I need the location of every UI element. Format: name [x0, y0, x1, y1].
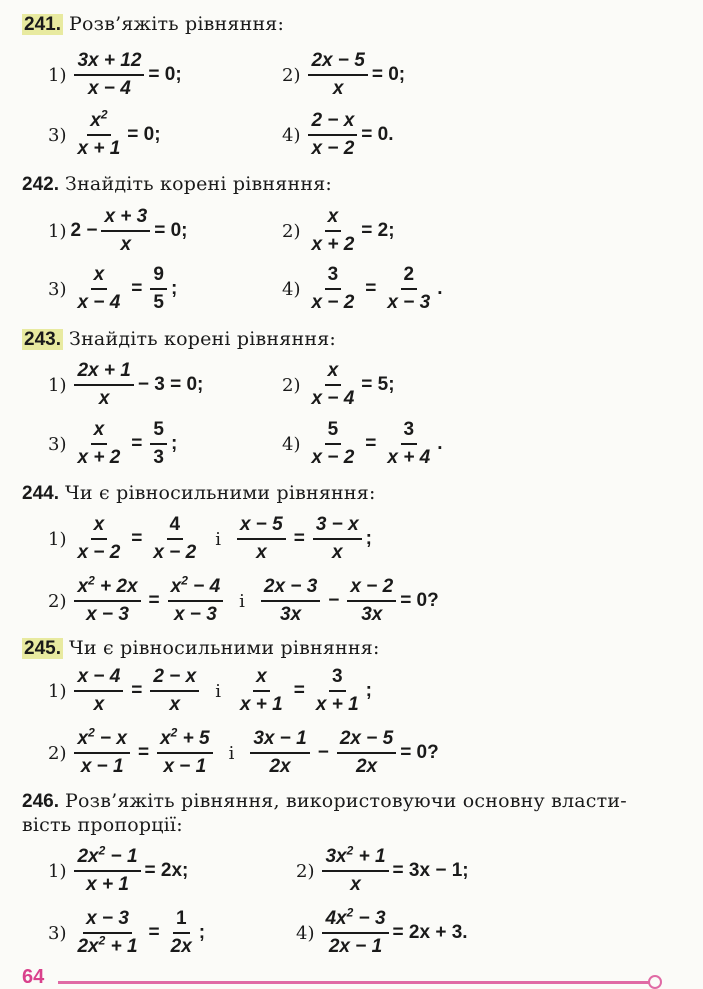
problem-246-header-cont: вість пропорції: — [22, 814, 183, 836]
eq-245-1: 1) $\frac{x - 4}{x}$ = $\frac{2 - x}{x}$ і $\frac{x}{x + 1}$ = $\frac{3}{x + 1}$ ; — [48, 666, 372, 715]
eq-242-1: 1) 2 − $\frac{x + 3}{x}$ = 0; — [48, 206, 188, 255]
eq-244-2: 2) $\frac{x^2 + 2x}{x - 3}$ = $\frac{x^2 - 4}{x - 3}$ і $\frac{2x - 3}{3x}$ − $\frac{x - 2}{3x}$ = 0? — [48, 573, 439, 625]
eq-241-1: 1) $\frac{3x + 12}{x - 4}$ = 0; — [48, 50, 182, 99]
eq-246-4: 4) $\frac{4x^2 - 3}{2x - 1}$ = 2x + 3. — [296, 905, 468, 957]
problem-244-header: 244. Чи є рівносильними рівняння: — [22, 482, 376, 504]
eq-244-1: 1) $\frac{x}{x - 2}$ = $\frac{4}{x - 2}$ і $\frac{x - 5}{x}$ = $\frac{3 - x}{x}$ ; — [48, 514, 372, 563]
eq-243-1: 1) $\frac{2x + 1}{x}$ − 3 = 0; — [48, 360, 204, 409]
eq-242-2: 2) $\frac{x}{x + 2}$ = 2; — [282, 206, 395, 255]
eq-243-2: 2) $\frac{x}{x - 4}$ = 5; — [282, 360, 395, 409]
eq-242-3: 3) $\frac{x}{x - 4}$ = $\frac{9}{5}$ ; — [48, 264, 178, 313]
eq-246-3: 3) $\frac{x - 3}{2x^2 + 1}$ = $\frac{1}{2x}$ ; — [48, 908, 206, 957]
eq-241-3: 3) $\frac{x^2}{x + 1}$ = 0; — [48, 107, 161, 159]
eq-241-4: 4) $\frac{2 - x}{x - 2}$ = 0. — [282, 110, 394, 159]
eq-243-4: 4) $\frac{5}{x - 2}$ = $\frac{3}{x + 4}$ . — [282, 419, 443, 468]
eq-241-2: 2) $\frac{2x - 5}{x}$ = 0; — [282, 50, 406, 99]
eq-242-4: 4) $\frac{3}{x - 2}$ = $\frac{2}{x - 3}$ . — [282, 264, 443, 313]
problem-241-header: 241. Розв’яжіть рівняння: — [24, 13, 285, 35]
problem-243-header: 243. Знайдіть корені рівняння: — [24, 328, 336, 350]
eq-245-2: 2) $\frac{x^2 - x}{x - 1}$ = $\frac{x^2 + 5}{x - 1}$ і $\frac{3x - 1}{2x}$ − $\frac{2x - 5}{2x}$ = 0? — [48, 725, 439, 777]
problem-246-header: 246. Розв’яжіть рівняння, використовуючи основну власти- — [22, 790, 627, 812]
page-number: 64 — [22, 966, 45, 988]
eq-246-2: 2) $\frac{3x^2 + 1}{x}$ = 3x − 1; — [296, 843, 469, 895]
problem-245-header: 245. Чи є рівносильними рівняння: — [24, 637, 380, 659]
problem-242-header: 242. Знайдіть корені рівняння: — [22, 173, 332, 195]
footer-circle-icon — [648, 975, 662, 989]
footer-divider — [58, 981, 650, 984]
eq-246-1: 1) $\frac{2x^2 - 1}{x + 1}$ = 2x; — [48, 843, 189, 895]
eq-243-3: 3) $\frac{x}{x + 2}$ = $\frac{5}{3}$ ; — [48, 419, 178, 468]
